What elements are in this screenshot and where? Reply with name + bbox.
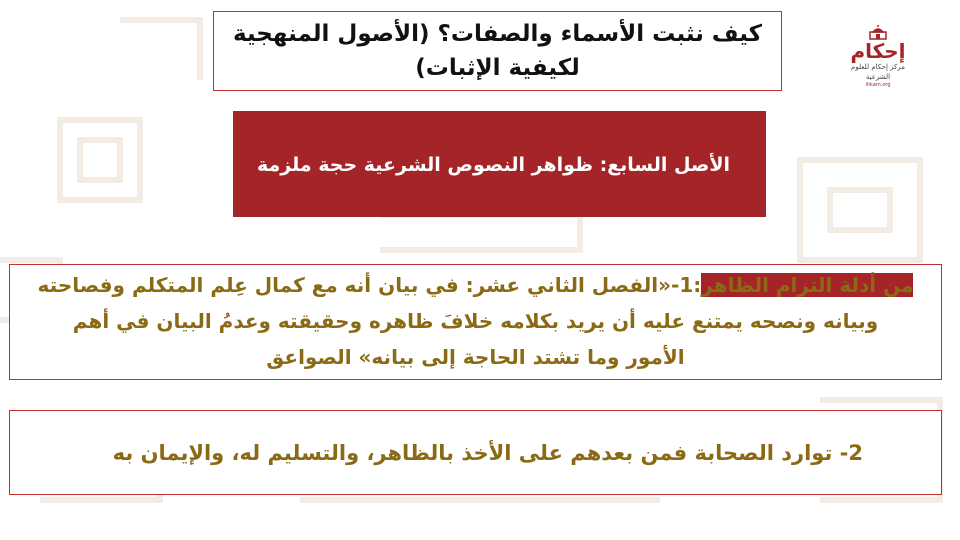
principle-text: الأصل السابع: ظواهر النصوص الشرعية حجة ملزمة [257,154,730,176]
ihkam-logo [846,24,910,94]
logo-word: إحكام [850,39,906,63]
quote-line-1 [10,267,941,303]
quote-line-2: وبيانه ونصحه يمتنع عليه أن يريد بكلامه خلافَ ظاهره وحقيقته وعدمُ البيان في أهم [72,309,879,333]
logo-web: ihkam.org [865,82,891,88]
logo-subtitle: مركز إحكام للعلوم الشرعية [851,63,905,81]
quote-line-1-body: :1-«الفصل الثاني عشر: في بيان أنه مع كمال عِلم المتكلم وفصاحته [37,273,702,297]
mosque-icon [867,24,889,40]
evidence-box [9,410,942,495]
slide-title [213,11,782,91]
evidence-text: 2- توارد الصحابة فمن بعدهم على الأخذ بالظاهر، والتسليم له، والإيمان به [112,440,863,465]
quote-highlight: من أدلة التزام الظاهر [701,273,914,297]
title-line-1: كيف نثبت الأسماء والصفات؟ (الأصول المنهجية [232,21,763,47]
quote-line-3: الأمور وما تشتد الحاجة إلى بيانه» الصواعق [266,345,685,369]
quote-box [9,264,942,380]
principle-banner [233,111,766,217]
title-line-2: لكيفية الإثبات) [415,55,580,81]
